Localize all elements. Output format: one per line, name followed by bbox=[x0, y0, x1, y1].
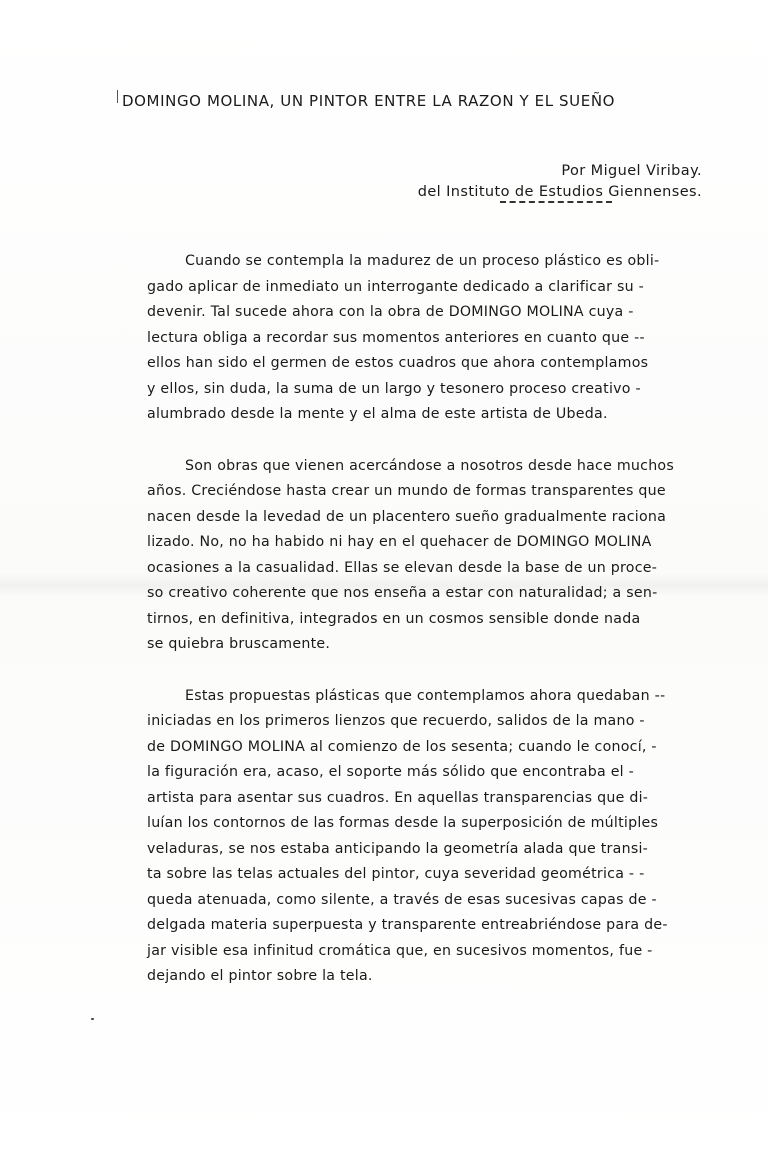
paragraph-3 bbox=[147, 684, 689, 990]
text-line: la figuración era, acaso, el soporte más sólido que encontraba el - bbox=[147, 764, 635, 780]
text-line: nacen desde la levedad de un placentero sueño gradualmente raciona bbox=[147, 508, 667, 525]
text-line: Estas propuestas plásticas que contemplamos ahora quedaban -- bbox=[185, 687, 666, 704]
body-text bbox=[147, 249, 689, 1016]
byline-author: Por Miguel Viribay. bbox=[561, 163, 702, 179]
text-line: veladuras, se nos estaba anticipando la geometría alada que transi- bbox=[147, 840, 649, 857]
paragraph-1 bbox=[147, 249, 689, 428]
text-line: años. Creciéndose hasta crear un mundo de formas transparentes que bbox=[147, 483, 666, 499]
byline-institution: del Instituto de Estudios Giennenses. bbox=[417, 184, 702, 200]
text-line: so creativo coherente que nos enseña a estar con naturalidad; a sen- bbox=[147, 585, 658, 601]
text-line: se quiebra bruscamente. bbox=[147, 636, 331, 652]
text-line: lizado. No, no ha habido ni hay en el quehacer de DOMINGO MOLINA bbox=[147, 534, 652, 550]
text-line: iniciadas en los primeros lienzos que recuerdo, salidos de la mano - bbox=[147, 713, 645, 729]
text-line: queda atenuada, como silente, a través de esas sucesivas capas de - bbox=[147, 891, 657, 908]
text-line: delgada materia superpuesta y transparente entreabriéndose para de- bbox=[147, 917, 668, 933]
text-line: luían los contornos de las formas desde la superposición de múltiples bbox=[147, 815, 659, 831]
byline bbox=[418, 161, 702, 203]
text-line: tirnos, en definitiva, integrados en un cosmos sensible donde nada bbox=[147, 610, 641, 627]
text-line: gado aplicar de inmediato un interrogante dedicado a clarificar su - bbox=[147, 278, 645, 295]
text-line: alumbrado desde la mente y el alma de este artista de Ubeda. bbox=[147, 406, 608, 422]
text-line: ellos han sido el germen de estos cuadros que ahora contemplamos bbox=[147, 355, 649, 371]
document-title: DOMINGO MOLINA, UN PINTOR ENTRE LA RAZON Y EL SUEÑO bbox=[122, 92, 616, 110]
text-line: ocasiones a la casualidad. Ellas se elevan desde la base de un proce- bbox=[147, 559, 658, 576]
text-line: artista para asentar sus cuadros. En aquellas transparencias que di- bbox=[147, 789, 649, 806]
text-line: y ellos, sin duda, la suma de un largo y tesonero proceso creativo - bbox=[147, 380, 641, 397]
text-line: ta sobre las telas actuales del pintor, cuya severidad geométrica - - bbox=[147, 866, 645, 882]
text-line: jar visible esa infinitud cromática que, en sucesivos momentos, fue - bbox=[147, 942, 653, 959]
paragraph-2 bbox=[147, 454, 689, 658]
text-line: devenir. Tal sucede ahora con la obra de DOMINGO MOLINA cuya - bbox=[147, 304, 634, 320]
text-line: Cuando se contempla la madurez de un proceso plástico es obli- bbox=[185, 253, 660, 269]
text-line: Son obras que vienen acercándose a nosotros desde hace muchos bbox=[185, 457, 675, 474]
paper-speck bbox=[91, 1018, 94, 1020]
margin-mark bbox=[117, 90, 118, 103]
text-line: dejando el pintor sobre la tela. bbox=[147, 968, 373, 984]
byline-underline bbox=[500, 201, 612, 203]
text-line: lectura obliga a recordar sus momentos anteriores en cuanto que -- bbox=[147, 329, 645, 346]
text-line: de DOMINGO MOLINA al comienzo de los sesenta; cuando le conocí, - bbox=[147, 738, 657, 755]
